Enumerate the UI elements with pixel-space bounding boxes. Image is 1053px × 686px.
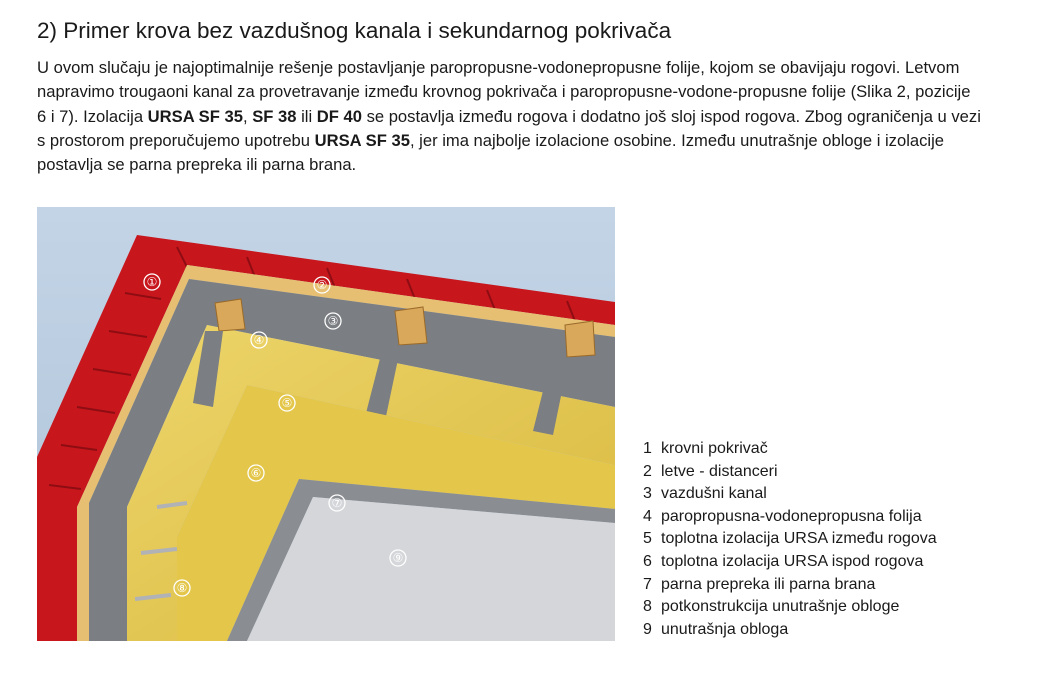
legend-item: 3 vazdušni kanal xyxy=(643,485,767,503)
svg-text:⑤: ⑤ xyxy=(281,396,293,410)
roof-cross-section-figure xyxy=(37,207,615,641)
legend-item: 5 toplotna izolacija URSA između rogova xyxy=(643,530,937,548)
legend-item: 4 paropropusna-vodonepropusna folija xyxy=(643,507,922,525)
svg-text:④: ④ xyxy=(253,333,265,347)
legend-item: 6 toplotna izolacija URSA ispod rogova xyxy=(643,552,924,570)
section-heading: 2) Primer krova bez vazdušnog kanala i sekundarnog pokrivača xyxy=(37,18,672,43)
legend-item: 7 parna prepreka ili parna brana xyxy=(643,575,876,593)
svg-text:②: ② xyxy=(316,278,328,292)
svg-text:①: ① xyxy=(146,275,158,289)
svg-text:⑨: ⑨ xyxy=(392,551,404,565)
svg-text:③: ③ xyxy=(327,314,339,328)
legend-item: 2 letve - distanceri xyxy=(643,462,778,480)
description-paragraph: U ovom slučaju je najoptimalnije rešenje postavljanje paropropusne-vodonepropusne folije, kojom se obavijaju rogovi. Letvom napravimo trougaoni kanal za provetravanje između krovnog pokrivača i paropropusne-vodone-propusne folije (Slika 2, pozicije 6 i 7). Izolacija URSA SF 35, SF 38 ili DF 40 se postavlja između rogova i dodatno još sloj ispod rogova. Zbog ograničenja u vezi s prostorom preporučujemo upotrebu URSA SF 35, jer ima najbolje izolacione osobine. Između unutrašnje obloge i izolacije postavlja se parna prepreka ili parna brana. xyxy=(37,58,981,175)
svg-text:⑧: ⑧ xyxy=(176,581,188,595)
legend-item: 8 potkonstrukcija unutrašnje obloge xyxy=(643,598,900,616)
svg-text:⑦: ⑦ xyxy=(331,496,343,510)
svg-text:⑥: ⑥ xyxy=(250,466,262,480)
figure-legend xyxy=(643,438,937,641)
legend-item: 9 unutrašnja obloga xyxy=(643,620,789,638)
legend-item: 1 krovni pokrivač xyxy=(643,440,768,457)
